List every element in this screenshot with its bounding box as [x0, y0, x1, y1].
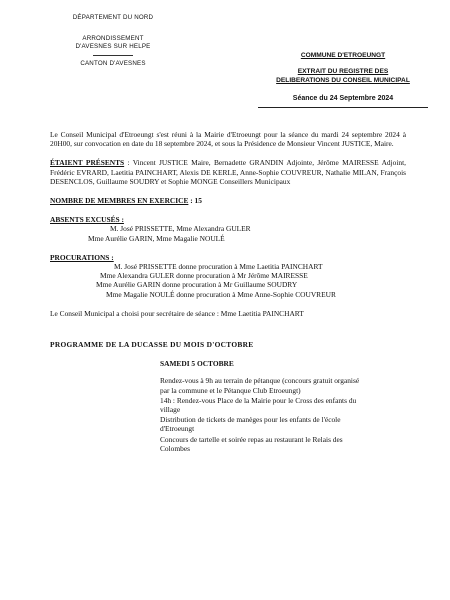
commune-title: COMMUNE D'ETROEUNGT — [300, 52, 386, 59]
document-body — [50, 130, 406, 454]
seance-date: Séance du 24 Septembre 2024 — [292, 95, 394, 102]
membres-heading: NOMBRE DE MEMBRES EN EXERCICE — [50, 196, 189, 206]
canton-label: CANTON D'AVESNES — [80, 60, 146, 67]
procuration-line: Mme Alexandra GULER donne procuration à Mr Jérôme MAIRESSE — [100, 271, 308, 281]
programme-event: 14h : Rendez-vous Place de la Mairie pour le Cross des enfants du village — [160, 395, 357, 415]
presents-text: : Vincent JUSTICE Maire, Bernadette GRANDIN Adjointe, Jérôme MAIRESSE Adjoint, Frédéric EVRARD, Laetitia PAINCHART, Alexis DE KERLE, Anne-Sophie COUVREUR, Nathalie MILAN, François DESENCLOS, Guillaume SOUDRY et Sophie MONGE Conseillers Municipaux — [50, 158, 406, 186]
arrondissement-label-1: ARRONDISSEMENT — [82, 35, 144, 42]
extrait-line-2: DELIBERATIONS DU CONSEIL MUNICIPAL — [276, 76, 410, 84]
programme-event: Distribution de tickets de manèges pour les enfants de l'école d'Etroeungt — [160, 415, 341, 434]
header-divider — [93, 55, 133, 56]
programme-title: PROGRAMME DE LA DUCASSE DU MOIS D'OCTOBRE — [50, 340, 254, 350]
procuration-line: Mme Aurélie GARIN donne procuration à Mr Guillaume SOUDRY — [96, 280, 298, 290]
programme-event: Rendez-vous à 9h au terrain de pétanque (concours gratuit organisé par la commune et le Pétanque Club Etroeungt) — [160, 376, 360, 395]
seance-rule — [258, 107, 428, 108]
arrondissement-label-2: D'AVESNES SUR HELPE — [75, 43, 151, 50]
absents-heading: ABSENTS EXCUSÉS : — [50, 215, 124, 225]
secretaire-paragraph: Le Conseil Municipal a choisi pour secrétaire de séance : Mme Laetitia PAINCHART — [50, 308, 304, 318]
absents-line: M. José PRISSETTE, Mme Alexandra GULER — [110, 224, 251, 234]
procuration-line: Mme Magalie NOULÉ donne procuration à Mme Anne-Sophie COUVREUR — [106, 289, 336, 299]
prefecture-header — [58, 14, 168, 67]
absents-line: Mme Aurélie GARIN, Mme Magalie NOULÉ — [88, 233, 225, 243]
programme-day: SAMEDI 5 OCTOBRE — [160, 359, 234, 369]
procurations-heading: PROCURATIONS : — [50, 252, 114, 262]
presents-heading: ÉTAIENT PRÉSENTS — [50, 158, 125, 168]
procuration-line: M. José PRISSETTE donne procuration à Mme Laetitia PAINCHART — [114, 262, 323, 272]
procurations-section — [50, 253, 406, 299]
programme-event: Concours de tartelle et soirée repas au restaurant le Relais des Colombes — [160, 434, 343, 453]
commune-header — [258, 52, 428, 108]
departement-label: DÉPARTEMENT DU NORD — [72, 14, 154, 21]
membres-paragraph — [50, 196, 406, 205]
presents-paragraph — [50, 158, 406, 186]
programme-events — [50, 376, 360, 453]
absents-section — [50, 215, 406, 243]
membres-value: : 15 — [188, 196, 202, 206]
extrait-line-1: EXTRAIT DU REGISTRE DES — [297, 68, 389, 75]
intro-paragraph: Le Conseil Municipal d'Etroeungt s'est réuni à la Mairie d'Etroeungt pour la séance du mardi 24 septembre 2024 à 20H00, sur convocation en date du 18 septembre 2024, et sous la Présidence de Monsieur Vincent JUSTICE, Maire. — [50, 130, 406, 149]
